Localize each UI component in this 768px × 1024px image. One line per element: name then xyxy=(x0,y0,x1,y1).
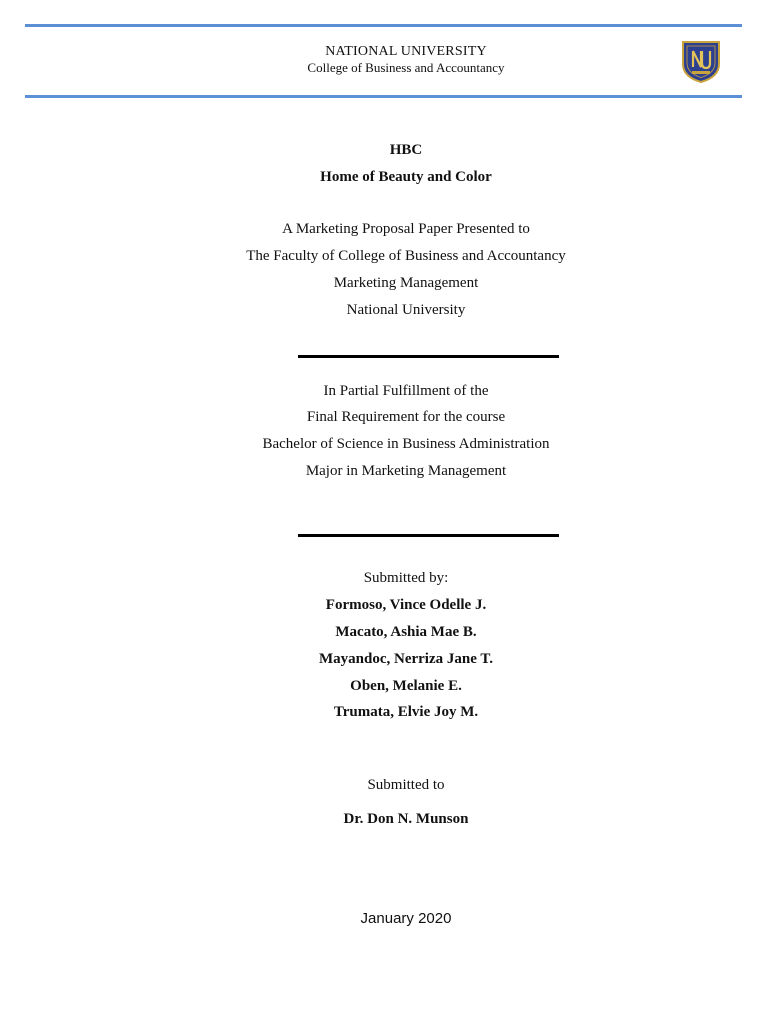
author-name: Trumata, Elvie Joy M. xyxy=(333,704,479,720)
title-full-name: Home of Beauty and Color xyxy=(320,169,492,185)
presentation-line-3: Marketing Management xyxy=(333,275,479,291)
section-divider-1 xyxy=(298,355,559,358)
header-top-rule xyxy=(25,24,742,27)
university-seal-icon xyxy=(680,38,722,84)
submitted-by-label: Submitted by: xyxy=(363,570,449,586)
author-name: Mayandoc, Nerriza Jane T. xyxy=(318,651,493,667)
adviser-name: Dr. Don N. Munson xyxy=(343,811,469,827)
header-bottom-rule xyxy=(25,95,742,98)
fulfillment-line-1: In Partial Fulfillment of the xyxy=(323,383,489,399)
fulfillment-line-4: Major in Marketing Management xyxy=(305,463,507,479)
submitted-to-label: Submitted to xyxy=(367,777,445,793)
presentation-line-4: National University xyxy=(346,302,466,318)
college-name: College of Business and Accountancy xyxy=(307,60,505,75)
presentation-line-1: A Marketing Proposal Paper Presented to xyxy=(282,221,530,237)
author-name: Macato, Ashia Mae B. xyxy=(335,624,477,640)
fulfillment-line-2: Final Requirement for the course xyxy=(306,409,506,425)
presentation-line-2: The Faculty of College of Business and Accountancy xyxy=(246,248,566,264)
submission-date: January 2020 xyxy=(360,910,452,927)
section-divider-2 xyxy=(298,534,559,537)
fulfillment-line-3: Bachelor of Science in Business Administration xyxy=(262,436,550,452)
author-name: Oben, Melanie E. xyxy=(350,678,462,694)
author-name: Formoso, Vince Odelle J. xyxy=(325,597,487,613)
university-name: NATIONAL UNIVERSITY xyxy=(325,44,487,59)
title-acronym: HBC xyxy=(389,142,423,158)
